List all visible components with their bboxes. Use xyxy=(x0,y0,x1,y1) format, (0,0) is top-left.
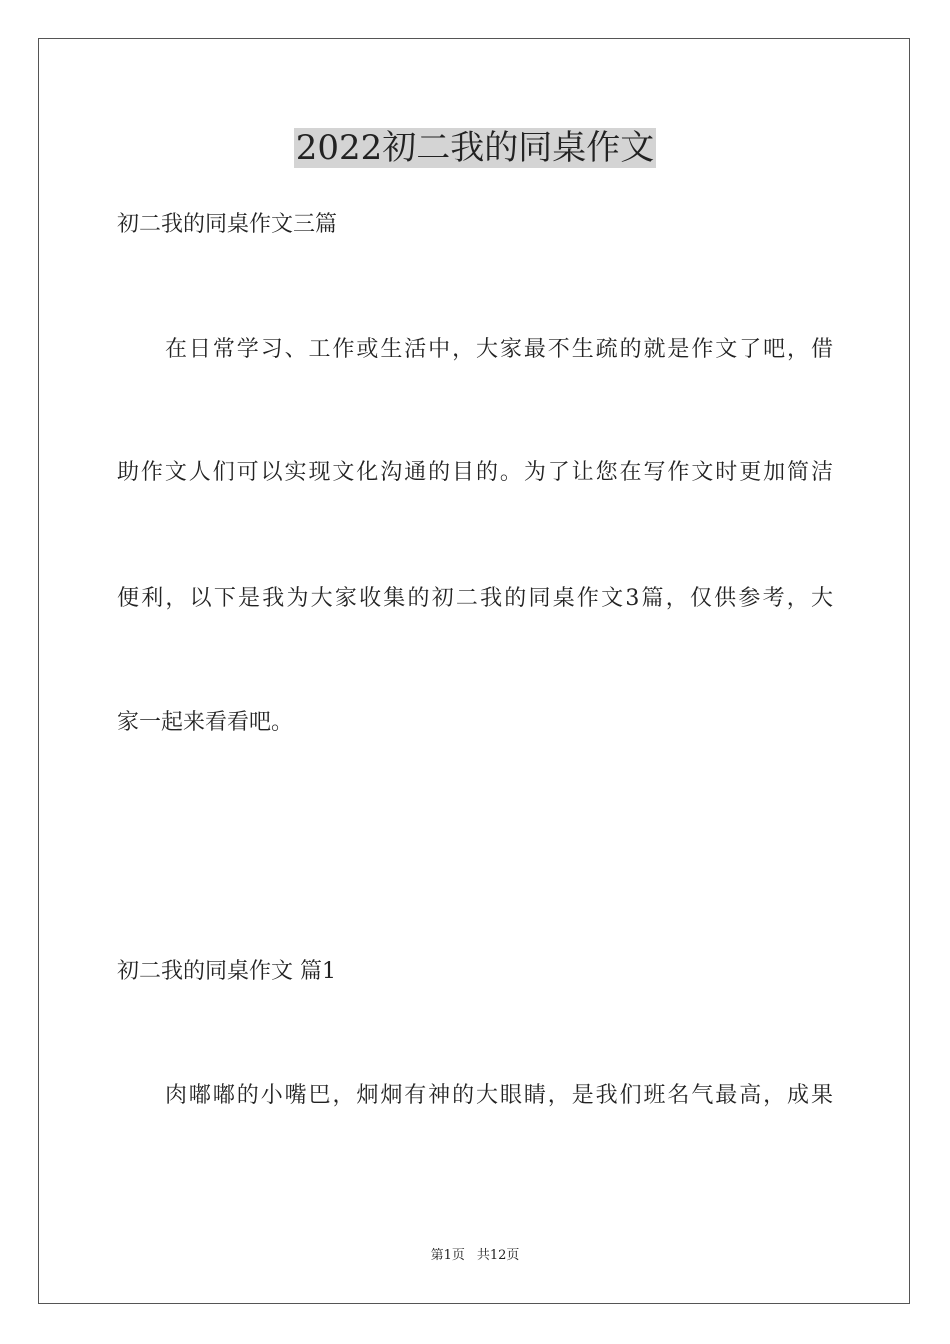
document-title-text: 2022初二我的同桌作文 xyxy=(295,128,655,168)
paragraph-line: 家一起来看看吧。 xyxy=(117,710,294,735)
page-number: 第1页 xyxy=(430,1248,465,1263)
paragraph-line: 在日常学习、工作或生活中，大家最不生疏的就是作文了吧，借 xyxy=(165,337,833,362)
document-title xyxy=(0,126,950,170)
page-footer xyxy=(0,1247,950,1265)
paragraph-line: 助作文人们可以实现文化沟通的目的。为了让您在写作文时更加简洁 xyxy=(117,460,833,485)
paragraph-line: 肉嘟嘟的小嘴巴，炯炯有神的大眼睛，是我们班名气最高，成果 xyxy=(165,1083,833,1108)
paragraph-line: 便利，以下是我为大家收集的初二我的同桌作文3篇，仅供参考，大 xyxy=(117,586,833,611)
page-total: 共12页 xyxy=(476,1248,520,1263)
document-subtitle: 初二我的同桌作文三篇 xyxy=(117,212,338,237)
section-heading: 初二我的同桌作文 篇1 xyxy=(117,959,336,984)
